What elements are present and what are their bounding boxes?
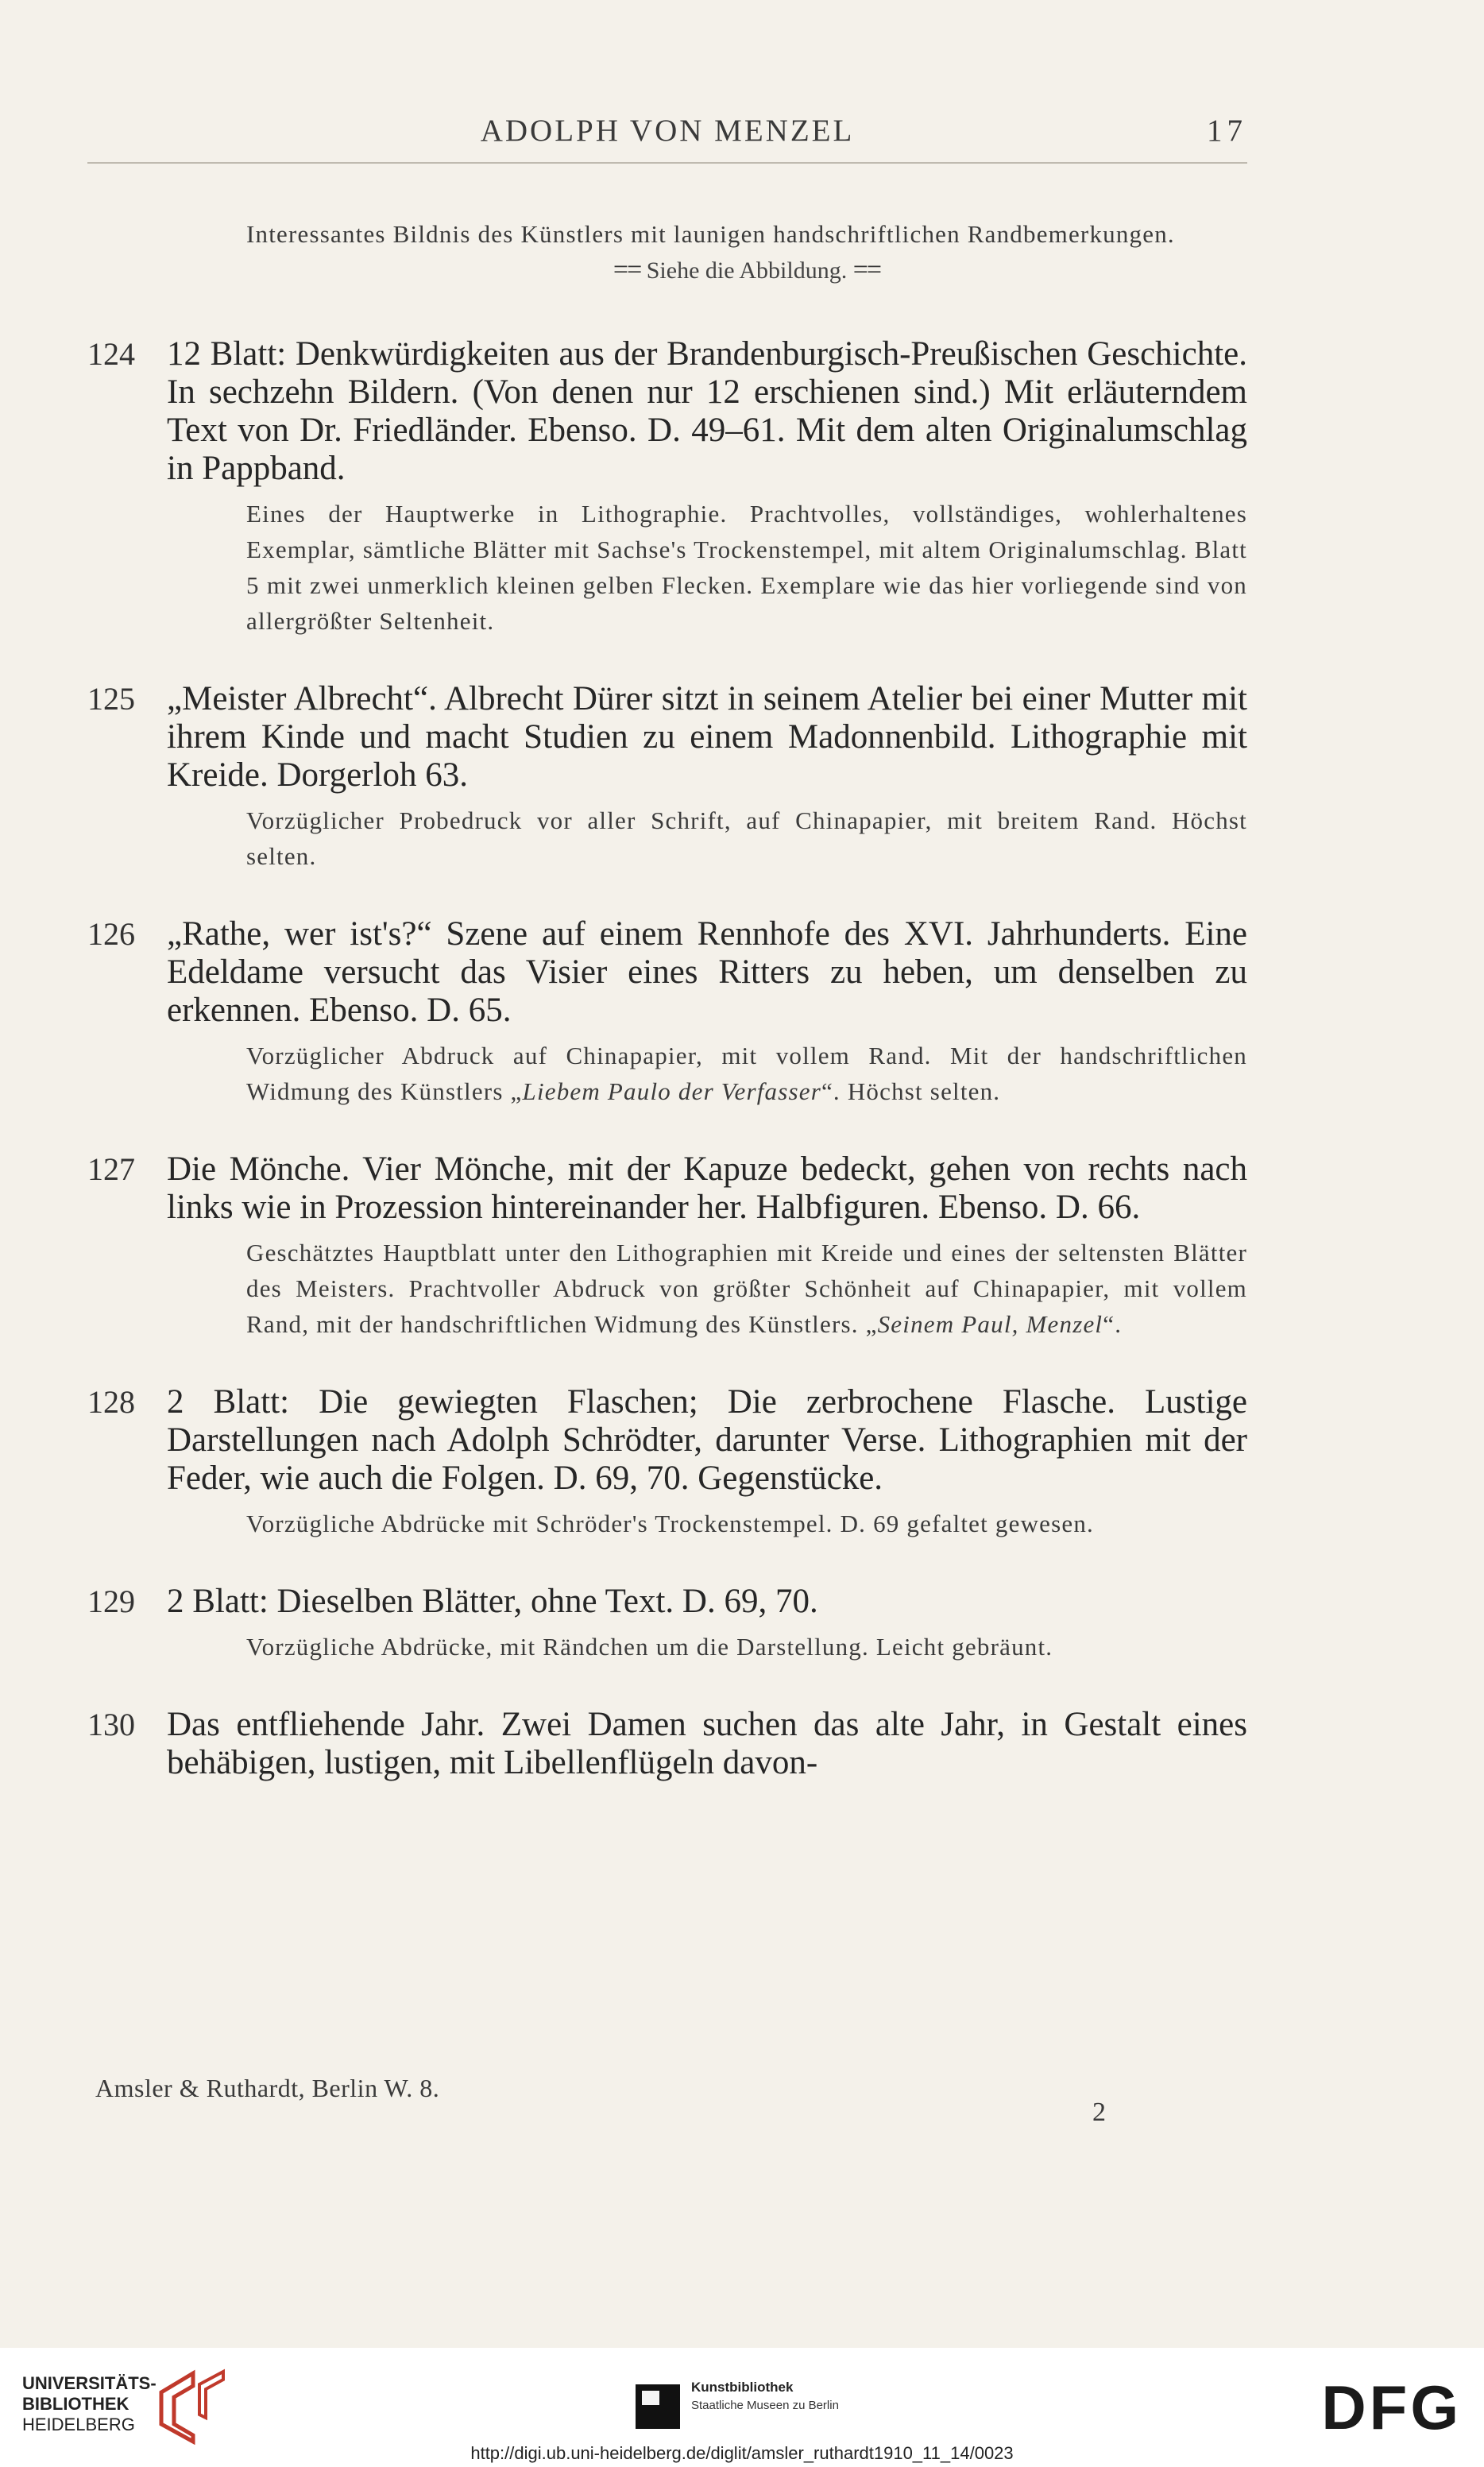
catalog-entry-129 (87, 1583, 1247, 1665)
kunstbibliothek-emblem-icon (636, 2384, 680, 2429)
ub-logo-line2: BIBLIOTHEK (22, 2394, 129, 2414)
entry-title: „Rathe, wer ist's?“ Szene auf einem Rennhofe des XVI. Jahrhunderts. Eine Edeldame versucht das Visier eines Ritters zu heben, um denselben zu erkennen. Ebenso. D. 65. (167, 915, 1247, 1029)
entry-title: Die Mönche. Vier Mönche, mit der Kapuze bedeckt, gehen von rechts nach links wie in Prozession hintereinander her. Halbfiguren. Ebenso. D. 66. (167, 1150, 1247, 1226)
note-text: Geschätztes Hauptblatt unter den Lithographien mit Kreide und eines der seltensten Blätter des Meisters. Prachtvoller Abdruck von größter Schönheit auf Chinapapier, mit vollem Rand, mit der handschriftlichen Widmung des Künstlers. „ (246, 1239, 1247, 1338)
signature-mark: 2 (1092, 2098, 1106, 2127)
entry-title: Das entfliehende Jahr. Zwei Damen suchen das alte Jahr, in Gestalt eines behäbigen, lustigen, mit Libellenflügeln davon- (167, 1706, 1247, 1781)
note-text-end: “. Höchst selten. (821, 1077, 1001, 1105)
dedication-text: Seinem Paul, Menzel (877, 1310, 1103, 1338)
entry-number: 126 (87, 916, 135, 952)
entry-number: 128 (87, 1384, 135, 1420)
ub-heidelberg-logo[interactable] (22, 2373, 229, 2445)
entry-title: 2 Blatt: Dieselben Blätter, ohne Text. D. 69, 70. (167, 1583, 818, 1620)
ub-logo-line1: UNIVERSITÄTS- (22, 2373, 157, 2393)
entry-number: 125 (87, 681, 135, 717)
entry-note (246, 1235, 1247, 1342)
dfg-logo[interactable]: DFG (1321, 2372, 1462, 2442)
kunstbibliothek-name: Kunstbibliothek (691, 2380, 794, 2395)
header-rule (87, 162, 1247, 164)
entry-number: 127 (87, 1151, 135, 1187)
entry-note: Vorzügliche Abdrücke mit Schröder's Trockenstempel. D. 69 gefaltet gewesen. (246, 1510, 1094, 1537)
entry-title: 12 Blatt: Denkwürdigkeiten aus der Brandenburgisch-Preußischen Geschichte. In sechzehn Bildern. (Von denen nur 12 erschienen sind.) Mit erläuterndem Text von Dr. Friedländer. Ebenso. D. 49–61. Mit dem alten Originalumschlag in Pappband. (167, 335, 1247, 487)
catalog-entries (87, 216, 1247, 1823)
running-header (87, 103, 1247, 167)
note-text-end: “. (1103, 1310, 1123, 1338)
entry-number: 129 (87, 1583, 135, 1619)
catalog-entry-124 (87, 335, 1247, 639)
entry-note (246, 1038, 1247, 1109)
dedication-text: Liebem Paulo der Verfasser (522, 1077, 821, 1105)
catalog-entry-126 (87, 915, 1247, 1109)
permalink-url[interactable]: http://digi.ub.uni-heidelberg.de/diglit/amsler_ruthardt1910_11_14/0023 (470, 2443, 1014, 2463)
entry-number: 124 (87, 336, 135, 372)
eq-mark-left: == (613, 255, 641, 284)
eq-mark-right: == (852, 255, 881, 284)
note-text: Vorzüglicher Abdruck auf Chinapapier, mit vollem Rand. Mit der handschriftlichen Widmung des Künstlers „ (246, 1042, 1247, 1105)
entry-note: Eines der Hauptwerke in Lithographie. Prachtvolles, vollständiges, wohlerhaltenes Exemplar, sämtliche Blätter mit Sachse's Trockenstempel, mit altem Originalumschlag. Blatt 5 mit zwei unmerklich kleinen gelben Flecken. Exemplare wie das hier vorliegende sind von allergrößter Seltenheit. (246, 500, 1247, 635)
entry-title: 2 Blatt: Die gewiegten Flaschen; Die zerbrochene Flasche. Lustige Darstellungen nach Adolph Schrödter, darunter Verse. Lithographien mit der Feder, wie auch die Folgen. D. 69, 70. Gegenstücke. (167, 1383, 1247, 1497)
page-number: 17 (1207, 114, 1247, 148)
entry-title: „Meister Albrecht“. Albrecht Dürer sitzt in seinem Atelier bei einer Mutter mit ihrem Kinde und macht Studien zu einem Madonnenbild. Lithographie mit Kreide. Dorgerloh 63. (167, 680, 1247, 794)
see-figure-line (246, 252, 1247, 289)
catalog-entry-130 (87, 1706, 1247, 1782)
catalog-entry-128 (87, 1383, 1247, 1541)
kunstbibliothek-logo[interactable] (636, 2378, 890, 2434)
kunstbibliothek-subtitle: Staatliche Museen zu Berlin (691, 2399, 839, 2412)
see-figure-text: Siehe die Abbildung. (646, 257, 848, 284)
ub-logo-line3: HEIDELBERG (22, 2415, 135, 2434)
entry-note: Vorzügliche Abdrücke, mit Rändchen um die Darstellung. Leicht gebräunt. (246, 1633, 1053, 1661)
entry-note: Vorzüglicher Probedruck vor aller Schrift, auf Chinapapier, mit breitem Rand. Höchst selten. (246, 806, 1247, 870)
intro-note: Interessantes Bildnis des Künstlers mit launigen handschriftlichen Randbemerkungen. (246, 220, 1175, 248)
ub-emblem-icon (153, 2368, 229, 2445)
catalog-entry-127 (87, 1150, 1247, 1342)
publisher-imprint: Amsler & Ruthardt, Berlin W. 8. (95, 2074, 440, 2102)
catalog-entry-125 (87, 680, 1247, 874)
running-title: ADOLPH VON MENZEL (480, 114, 855, 148)
intro-note-block (87, 216, 1247, 289)
entry-number: 130 (87, 1707, 135, 1742)
digitization-footer (0, 2348, 1484, 2467)
